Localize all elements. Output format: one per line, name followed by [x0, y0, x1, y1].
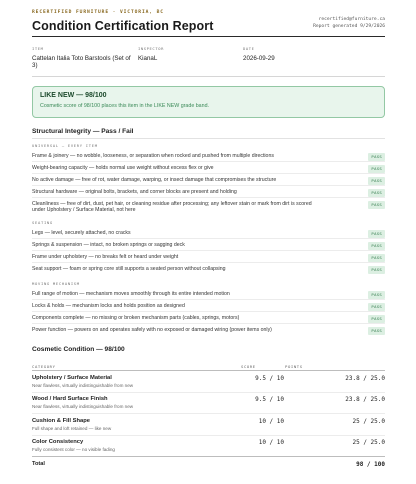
cosmetic-section-title: Cosmetic Condition — 98/100	[32, 346, 125, 353]
category-points: 23.8 / 25.0	[345, 396, 385, 403]
meta-item-label: ITEM	[32, 46, 44, 51]
check-item	[32, 230, 385, 236]
group-label-moving-mechanism: MOVING MECHANISM	[32, 281, 80, 286]
pass-badge: PASS	[368, 230, 385, 238]
pass-badge: PASS	[368, 165, 385, 173]
category-score: 10 / 10	[258, 418, 284, 425]
category-description: Near flawless, virtually indistinguishable from new	[32, 404, 134, 409]
check-item-text: Cleanliness — free of dirt, dust, pet hair, or cleaning residue after processing; any leftover stain or mark from dirt is scored under Upholstery / Surface Material, not here	[32, 201, 312, 213]
total-divider	[32, 456, 385, 457]
meta-item	[32, 46, 132, 69]
category-points: 23.8 / 25.0	[345, 375, 385, 382]
row-divider	[32, 435, 385, 436]
grade-banner-title: LIKE NEW — 98/100	[40, 92, 107, 99]
row-divider	[32, 311, 385, 312]
check-item	[32, 291, 385, 297]
grade-banner-subtitle: Cosmetic score of 98/100 places this item in the LIKE NEW grade band.	[40, 103, 209, 109]
row-divider	[32, 413, 385, 414]
category-name: Wood / Hard Surface Finish	[32, 396, 108, 402]
check-item	[32, 165, 385, 171]
category-points: 25 / 25.0	[352, 418, 385, 425]
row-divider	[32, 185, 385, 186]
row-divider	[32, 197, 385, 198]
total-value: 98 / 100	[356, 461, 385, 468]
row-divider	[32, 161, 385, 162]
pass-badge: PASS	[368, 189, 385, 197]
report-meta	[32, 46, 385, 72]
meta-divider	[32, 76, 385, 77]
category-score: 9.5 / 10	[255, 396, 284, 403]
check-item-text: Power function — powers on and operates safely with no exposed or damaged wiring (power items only)	[32, 327, 272, 333]
header-divider	[32, 36, 385, 37]
pass-badge: PASS	[368, 291, 385, 299]
category-score: 10 / 10	[258, 439, 284, 446]
category-score: 9.5 / 10	[255, 375, 284, 382]
check-item-text: Frame & joinery — no wobble, looseness, or separation when rocked and pushed from multiple directions	[32, 153, 274, 159]
total-row	[32, 461, 385, 471]
check-item-text: Locks & holds — mechanism locks and holds position as designed	[32, 303, 185, 309]
check-item	[32, 242, 385, 248]
meta-date-label: DATE	[243, 46, 255, 51]
check-item-text: Legs — level, securely attached, no cracks	[32, 230, 131, 236]
category-name: Color Consistency	[32, 439, 84, 445]
category-name: Upholstery / Surface Material	[32, 375, 112, 381]
pass-badge: PASS	[368, 201, 385, 209]
row-divider	[32, 262, 385, 263]
pass-badge: PASS	[368, 242, 385, 250]
check-item-text: Structural hardware — original bolts, brackets, and corner blocks are present and holding	[32, 189, 237, 195]
row-divider	[32, 250, 385, 251]
col-category: CATEGORY	[32, 364, 56, 369]
check-item-text: Full range of motion — mechanism moves smoothly through its entire intended motion	[32, 291, 230, 297]
check-item	[32, 177, 385, 183]
pass-badge: PASS	[368, 327, 385, 335]
pass-badge: PASS	[368, 254, 385, 262]
pass-badge: PASS	[368, 153, 385, 161]
row-divider	[32, 392, 385, 393]
check-item-text: Frame under upholstery — no breaks felt or heard under weight	[32, 254, 179, 260]
meta-inspector-label: INSPECTOR	[138, 46, 164, 51]
pass-badge: PASS	[368, 266, 385, 274]
structural-section-title: Structural Integrity — Pass / Fail	[32, 128, 134, 135]
category-description: Near flawless, virtually indistinguishable from new	[32, 383, 134, 388]
row-divider	[32, 299, 385, 300]
check-item-text: Springs & suspension — intact, no broken springs or sagging deck	[32, 242, 185, 248]
category-description: Full shape and loft retained — like new	[32, 426, 112, 431]
meta-date	[243, 46, 343, 62]
group-label-seating: SEATING	[32, 220, 53, 225]
category-points: 25 / 25.0	[352, 439, 385, 446]
check-item	[32, 254, 385, 260]
page-title: Condition Certification Report	[32, 19, 214, 33]
check-item-text: Components complete — no missing or broken mechanism parts (cables, springs, motors)	[32, 315, 240, 321]
check-item	[32, 327, 385, 333]
check-item	[32, 315, 385, 321]
group-label-universal: UNIVERSAL — EVERY ITEM	[32, 143, 98, 148]
check-item	[32, 303, 385, 309]
pass-badge: PASS	[368, 177, 385, 185]
meta-inspector	[138, 46, 238, 62]
structural-divider	[32, 138, 385, 139]
contact-email[interactable]: recertified@furniture.ca	[318, 17, 385, 22]
check-item	[32, 201, 385, 213]
row-divider	[32, 323, 385, 324]
check-item-text: No active damage — free of rot, water damage, warping, or insect damage that compromises the structure	[32, 177, 277, 183]
grade-banner	[32, 86, 385, 118]
total-label: Total	[32, 461, 45, 467]
report-contact	[313, 16, 385, 30]
meta-item-value: Cattelan Italia Toto Barstools (Set of 3)	[32, 55, 131, 69]
check-item-text: Weight-bearing capacity — holds normal use weight without excess flex or give	[32, 165, 214, 171]
row-divider	[32, 238, 385, 239]
pass-badge: PASS	[368, 315, 385, 323]
category-name: Cushion & Fill Shape	[32, 418, 90, 424]
check-item	[32, 266, 385, 272]
meta-date-value: 2026-09-29	[243, 55, 275, 62]
table-header-divider	[32, 370, 385, 371]
check-item	[32, 189, 385, 195]
category-description: Fully consistent color — no visible fading	[32, 447, 115, 452]
col-score: SCORE	[241, 364, 256, 369]
col-points: POINTS	[285, 364, 303, 369]
check-item-text: Seat support — foam or spring core still supports a seated person without collapsing	[32, 266, 226, 272]
meta-inspector-value: KianaL	[138, 55, 158, 62]
generated-date: Report generated 9/29/2026	[313, 24, 385, 29]
row-divider	[32, 173, 385, 174]
brand-line: RECERTIFIED FURNITURE · VICTORIA, BC	[32, 10, 164, 15]
check-item	[32, 153, 385, 159]
pass-badge: PASS	[368, 303, 385, 311]
